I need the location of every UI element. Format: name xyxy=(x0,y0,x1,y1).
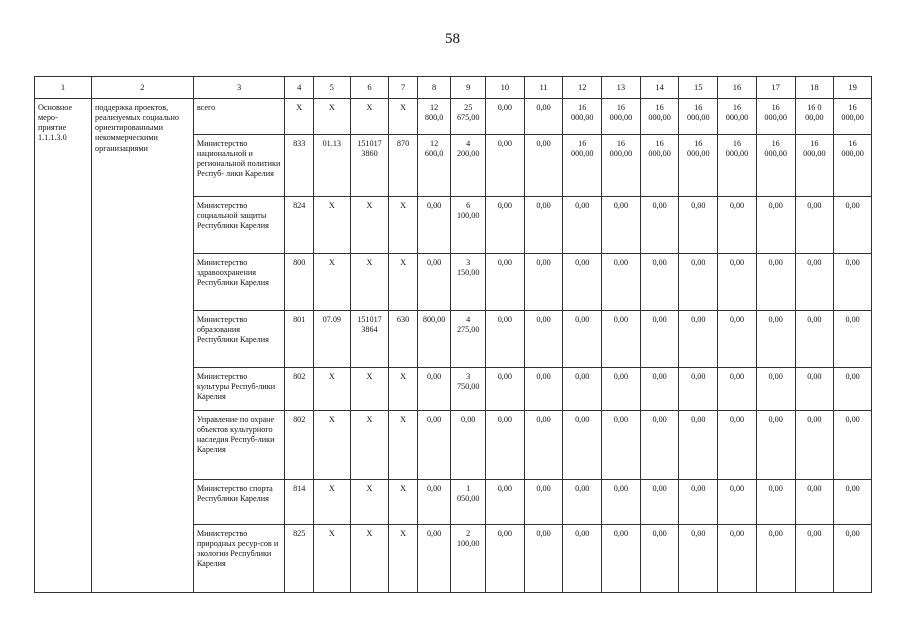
column-header: 9 xyxy=(451,77,486,99)
value-cell-col-12: 0,00 xyxy=(563,479,602,524)
value-cell-col-4: 802 xyxy=(285,410,314,479)
value-cell-col-17: 0,00 xyxy=(756,410,795,479)
value-cell-col-11: 0,00 xyxy=(524,524,563,592)
value-cell-col-6: Х xyxy=(350,98,389,134)
value-cell-col-19: 0,00 xyxy=(834,524,872,592)
value-cell-col-19: 0,00 xyxy=(834,479,872,524)
value-cell-col-7: Х xyxy=(389,524,418,592)
value-cell-col-14: 16 000,00 xyxy=(640,98,679,134)
executor-cell: Министерство национальной и региональной политики Респуб- лики Карелия xyxy=(193,134,285,196)
value-cell-col-15: 0,00 xyxy=(679,524,718,592)
value-cell-col-16: 16 000,00 xyxy=(718,134,757,196)
column-header: 10 xyxy=(486,77,525,99)
value-cell-col-10: 0,00 xyxy=(486,479,525,524)
value-cell-col-10: 0,00 xyxy=(486,134,525,196)
value-cell-col-4: 833 xyxy=(285,134,314,196)
value-cell-col-12: 0,00 xyxy=(563,410,602,479)
value-cell-col-17: 0,00 xyxy=(756,310,795,367)
value-cell-col-6: 151017 3864 xyxy=(350,310,389,367)
value-cell-col-17: 16 000,00 xyxy=(756,134,795,196)
value-cell-col-13: 0,00 xyxy=(602,479,641,524)
value-cell-col-11: 0,00 xyxy=(524,367,563,410)
value-cell-col-4: 824 xyxy=(285,196,314,253)
value-cell-col-10: 0,00 xyxy=(486,310,525,367)
value-cell-col-5: Х xyxy=(313,367,350,410)
value-cell-col-17: 0,00 xyxy=(756,367,795,410)
value-cell-col-7: Х xyxy=(389,367,418,410)
value-cell-col-18: 0,00 xyxy=(795,410,834,479)
column-header: 13 xyxy=(602,77,641,99)
column-header: 5 xyxy=(313,77,350,99)
executor-cell: Министерство социальной защиты Республики Карелия xyxy=(193,196,285,253)
value-cell-col-7: 870 xyxy=(389,134,418,196)
value-cell-col-18: 16 0 00,00 xyxy=(795,98,834,134)
value-cell-col-9: 2 100,00 xyxy=(451,524,486,592)
value-cell-col-14: 0,00 xyxy=(640,310,679,367)
column-header: 4 xyxy=(285,77,314,99)
value-cell-col-4: 814 xyxy=(285,479,314,524)
value-cell-col-13: 0,00 xyxy=(602,524,641,592)
value-cell-col-14: 16 000,00 xyxy=(640,134,679,196)
value-cell-col-5: Х xyxy=(313,196,350,253)
value-cell-col-14: 0,00 xyxy=(640,253,679,310)
value-cell-col-16: 0,00 xyxy=(718,253,757,310)
value-cell-col-9: 4 275,00 xyxy=(451,310,486,367)
value-cell-col-13: 0,00 xyxy=(602,253,641,310)
value-cell-col-10: 0,00 xyxy=(486,367,525,410)
value-cell-col-15: 16 000,00 xyxy=(679,98,718,134)
value-cell-col-11: 0,00 xyxy=(524,479,563,524)
value-cell-col-9: 6 100,00 xyxy=(451,196,486,253)
value-cell-col-19: 16 000,00 xyxy=(834,134,872,196)
column-header: 18 xyxy=(795,77,834,99)
value-cell-col-11: 0,00 xyxy=(524,134,563,196)
budget-table xyxy=(34,76,872,593)
value-cell-col-8: 12 600,0 xyxy=(417,134,451,196)
value-cell-col-11: 0,00 xyxy=(524,98,563,134)
value-cell-col-14: 0,00 xyxy=(640,196,679,253)
executor-cell: Министерство здравоохранения Республики Карелия xyxy=(193,253,285,310)
value-cell-col-8: 0,00 xyxy=(417,196,451,253)
header-row xyxy=(35,77,872,99)
value-cell-col-17: 0,00 xyxy=(756,479,795,524)
value-cell-col-10: 0,00 xyxy=(486,98,525,134)
value-cell-col-7: Х xyxy=(389,479,418,524)
value-cell-col-4: 801 xyxy=(285,310,314,367)
column-header: 1 xyxy=(35,77,92,99)
value-cell-col-19: 0,00 xyxy=(834,310,872,367)
value-cell-col-8: 800,00 xyxy=(417,310,451,367)
value-cell-col-14: 0,00 xyxy=(640,410,679,479)
value-cell-col-5: Х xyxy=(313,479,350,524)
value-cell-col-6: Х xyxy=(350,253,389,310)
value-cell-col-6: Х xyxy=(350,479,389,524)
value-cell-col-19: 0,00 xyxy=(834,196,872,253)
value-cell-col-16: 16 000,00 xyxy=(718,98,757,134)
value-cell-col-6: Х xyxy=(350,367,389,410)
value-cell-col-4: Х xyxy=(285,98,314,134)
column-header: 7 xyxy=(389,77,418,99)
value-cell-col-5: 07.09 xyxy=(313,310,350,367)
value-cell-col-15: 0,00 xyxy=(679,479,718,524)
value-cell-col-18: 16 000,00 xyxy=(795,134,834,196)
column-header: 11 xyxy=(524,77,563,99)
value-cell-col-8: 0,00 xyxy=(417,479,451,524)
column-header: 2 xyxy=(92,77,194,99)
measure-title: поддержка проектов, реализуемых социально ориентированными некоммерческими организациями xyxy=(92,98,194,592)
value-cell-col-11: 0,00 xyxy=(524,253,563,310)
value-cell-col-14: 0,00 xyxy=(640,524,679,592)
value-cell-col-13: 0,00 xyxy=(602,410,641,479)
value-cell-col-18: 0,00 xyxy=(795,196,834,253)
value-cell-col-11: 0,00 xyxy=(524,310,563,367)
value-cell-col-4: 825 xyxy=(285,524,314,592)
value-cell-col-10: 0,00 xyxy=(486,524,525,592)
value-cell-col-12: 16 000,00 xyxy=(563,134,602,196)
value-cell-col-5: Х xyxy=(313,98,350,134)
value-cell-col-17: 16 000,00 xyxy=(756,98,795,134)
value-cell-col-18: 0,00 xyxy=(795,367,834,410)
column-header: 19 xyxy=(834,77,872,99)
value-cell-col-11: 0,00 xyxy=(524,410,563,479)
column-header: 17 xyxy=(756,77,795,99)
value-cell-col-9: 4 200,00 xyxy=(451,134,486,196)
value-cell-col-18: 0,00 xyxy=(795,479,834,524)
column-header: 15 xyxy=(679,77,718,99)
value-cell-col-19: 16 000,00 xyxy=(834,98,872,134)
column-header: 14 xyxy=(640,77,679,99)
executor-cell: Министерство природных ресур-сов и экологии Республики Карелия xyxy=(193,524,285,592)
column-header: 16 xyxy=(718,77,757,99)
table-row xyxy=(35,98,872,134)
value-cell-col-13: 16 000,00 xyxy=(602,134,641,196)
value-cell-col-19: 0,00 xyxy=(834,410,872,479)
value-cell-col-15: 16 000,00 xyxy=(679,134,718,196)
value-cell-col-15: 0,00 xyxy=(679,310,718,367)
column-header: 12 xyxy=(563,77,602,99)
value-cell-col-8: 12 800,0 xyxy=(417,98,451,134)
value-cell-col-6: Х xyxy=(350,196,389,253)
value-cell-col-9: 25 675,00 xyxy=(451,98,486,134)
value-cell-col-7: Х xyxy=(389,196,418,253)
value-cell-col-6: 151017 3860 xyxy=(350,134,389,196)
value-cell-col-12: 16 000,00 xyxy=(563,98,602,134)
value-cell-col-5: 01.13 xyxy=(313,134,350,196)
value-cell-col-8: 0,00 xyxy=(417,253,451,310)
value-cell-col-12: 0,00 xyxy=(563,524,602,592)
executor-cell: всего xyxy=(193,98,285,134)
value-cell-col-14: 0,00 xyxy=(640,479,679,524)
value-cell-col-16: 0,00 xyxy=(718,479,757,524)
value-cell-col-11: 0,00 xyxy=(524,196,563,253)
value-cell-col-16: 0,00 xyxy=(718,310,757,367)
value-cell-col-4: 802 xyxy=(285,367,314,410)
value-cell-col-8: 0,00 xyxy=(417,367,451,410)
value-cell-col-15: 0,00 xyxy=(679,367,718,410)
value-cell-col-10: 0,00 xyxy=(486,410,525,479)
value-cell-col-6: Х xyxy=(350,410,389,479)
value-cell-col-4: 800 xyxy=(285,253,314,310)
column-header: 6 xyxy=(350,77,389,99)
value-cell-col-15: 0,00 xyxy=(679,410,718,479)
value-cell-col-7: Х xyxy=(389,410,418,479)
value-cell-col-10: 0,00 xyxy=(486,253,525,310)
value-cell-col-19: 0,00 xyxy=(834,253,872,310)
value-cell-col-14: 0,00 xyxy=(640,367,679,410)
value-cell-col-8: 0,00 xyxy=(417,410,451,479)
value-cell-col-9: 1 050,00 xyxy=(451,479,486,524)
value-cell-col-12: 0,00 xyxy=(563,253,602,310)
value-cell-col-12: 0,00 xyxy=(563,310,602,367)
value-cell-col-9: 0,00 xyxy=(451,410,486,479)
value-cell-col-5: Х xyxy=(313,410,350,479)
value-cell-col-17: 0,00 xyxy=(756,196,795,253)
value-cell-col-13: 16 000,00 xyxy=(602,98,641,134)
value-cell-col-5: Х xyxy=(313,253,350,310)
column-header: 8 xyxy=(417,77,451,99)
value-cell-col-8: 0,00 xyxy=(417,524,451,592)
executor-cell: Министерство образования Республики Карелия xyxy=(193,310,285,367)
value-cell-col-7: 630 xyxy=(389,310,418,367)
value-cell-col-18: 0,00 xyxy=(795,524,834,592)
value-cell-col-13: 0,00 xyxy=(602,310,641,367)
value-cell-col-9: 3 750,00 xyxy=(451,367,486,410)
value-cell-col-18: 0,00 xyxy=(795,253,834,310)
value-cell-col-17: 0,00 xyxy=(756,253,795,310)
value-cell-col-12: 0,00 xyxy=(563,196,602,253)
page-number: 58 xyxy=(445,31,460,47)
column-header: 3 xyxy=(193,77,285,99)
value-cell-col-17: 0,00 xyxy=(756,524,795,592)
value-cell-col-13: 0,00 xyxy=(602,367,641,410)
value-cell-col-15: 0,00 xyxy=(679,196,718,253)
executor-cell: Управление по охране объектов культурного наследия Респуб-лики Карелия xyxy=(193,410,285,479)
measure-code: Основное меро- приятие 1.1.1.3.0 xyxy=(35,98,92,592)
value-cell-col-7: Х xyxy=(389,253,418,310)
value-cell-col-13: 0,00 xyxy=(602,196,641,253)
value-cell-col-5: Х xyxy=(313,524,350,592)
executor-cell: Министерство культуры Респуб-лики Карелия xyxy=(193,367,285,410)
value-cell-col-19: 0,00 xyxy=(834,367,872,410)
value-cell-col-16: 0,00 xyxy=(718,524,757,592)
value-cell-col-16: 0,00 xyxy=(718,410,757,479)
value-cell-col-18: 0,00 xyxy=(795,310,834,367)
value-cell-col-10: 0,00 xyxy=(486,196,525,253)
value-cell-col-16: 0,00 xyxy=(718,196,757,253)
value-cell-col-6: Х xyxy=(350,524,389,592)
value-cell-col-9: 3 150,00 xyxy=(451,253,486,310)
value-cell-col-16: 0,00 xyxy=(718,367,757,410)
value-cell-col-7: Х xyxy=(389,98,418,134)
executor-cell: Министерство спорта Республики Карелия xyxy=(193,479,285,524)
value-cell-col-15: 0,00 xyxy=(679,253,718,310)
value-cell-col-12: 0,00 xyxy=(563,367,602,410)
